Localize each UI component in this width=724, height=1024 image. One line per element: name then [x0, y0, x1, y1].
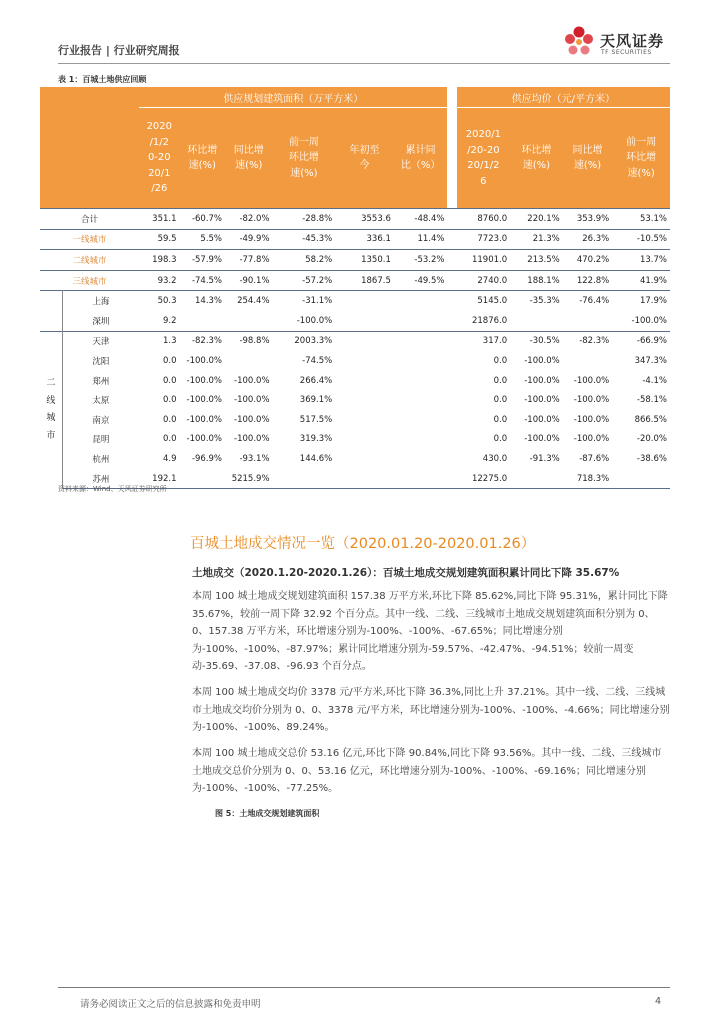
table-corner-cell — [40, 87, 139, 209]
table-cell: 220.1% — [510, 209, 563, 230]
table-cell: 0.0 — [162, 375, 177, 386]
table-cell: 93.2 — [139, 270, 179, 291]
table-cell: -35.3% — [510, 291, 563, 311]
table-row — [40, 311, 670, 331]
table-cell: 9.2 — [162, 315, 177, 326]
report-header-left: 行业报告 | 行业研究周报 — [58, 44, 180, 57]
table-cell: 41.9% — [612, 270, 670, 291]
table-cell: -82.3% — [180, 331, 226, 351]
table-cell: -49.5% — [394, 270, 448, 291]
table-cell: -10.5% — [612, 229, 670, 250]
city-name: 昆明 — [92, 435, 110, 446]
table-cell: -100.0% — [186, 395, 223, 406]
group-header-avg-price: 供应均价（元/平方米） — [457, 87, 670, 108]
table-cell: 319.3% — [299, 434, 333, 445]
table-cell: 8760.0 — [457, 209, 511, 230]
table-group-header-row — [40, 87, 670, 108]
table-cell: -90.1% — [225, 270, 273, 291]
figure-caption: 图 5：土地成交规划建筑面积 — [215, 809, 320, 818]
table-cell: -100.0% — [573, 414, 610, 425]
row-label: 一线城市 — [40, 229, 139, 250]
table-row — [40, 390, 670, 410]
city-name: 南京 — [92, 415, 110, 426]
table-cell: -100.0% — [186, 375, 223, 386]
header-divider — [58, 63, 670, 64]
table-cell: 188.1% — [510, 270, 563, 291]
table-cell: 5.5% — [180, 229, 226, 250]
table-cell: -100.0% — [524, 434, 560, 445]
table-cell: -100.0% — [186, 434, 223, 445]
table-cell: -57.9% — [180, 250, 226, 271]
table-cell: 2003.3% — [273, 331, 336, 351]
table-cell: 53.1% — [612, 209, 670, 230]
table-cell — [335, 469, 394, 489]
table-cell — [394, 371, 448, 391]
table-cell: 5145.0 — [457, 291, 511, 311]
table-cell: 866.5% — [634, 414, 667, 425]
table-cell: 58.2% — [273, 250, 336, 271]
table-cell: -4.1% — [642, 375, 667, 386]
tier2-group-label: 二 线 城 市 — [40, 331, 62, 489]
table-caption: 表 1：百城土地供应回顾 — [58, 75, 147, 84]
table-cell: 254.4% — [225, 291, 273, 311]
table-cell: 21876.0 — [471, 315, 508, 326]
column-header: 累计同 比（%） — [394, 108, 448, 209]
table-cell: -74.5% — [180, 270, 226, 291]
table-cell: 0.0 — [162, 355, 177, 366]
table-cell — [510, 311, 563, 331]
table-row — [40, 430, 670, 450]
table-cell — [180, 311, 226, 331]
table-cell: -100.0% — [296, 315, 333, 326]
city-name: 苏州 — [62, 469, 139, 489]
table-cell — [335, 311, 394, 331]
column-header: 环比增 速(%) — [180, 108, 226, 209]
table-row — [40, 270, 670, 291]
table-cell: -76.4% — [563, 291, 613, 311]
row-label: 合计 — [40, 209, 139, 230]
table-cell: -48.4% — [394, 209, 448, 230]
footer-divider — [58, 987, 670, 988]
table-cell: -100.0% — [524, 355, 560, 366]
table-cell: 13.7% — [612, 250, 670, 271]
table-row — [40, 250, 670, 271]
city-name: 天津 — [62, 331, 139, 351]
table-cell: 12275.0 — [457, 469, 511, 489]
table-cell — [335, 449, 394, 469]
table-cell — [394, 351, 448, 371]
column-header: 前一周 环比增 速(%) — [273, 108, 336, 209]
logo-name-cn: 天风证券 — [600, 32, 665, 50]
city-name: 郑州 — [92, 376, 110, 387]
table-cell: 517.5% — [299, 414, 333, 425]
city-name: 杭州 — [92, 454, 110, 465]
table-cell: -82.0% — [225, 209, 273, 230]
table-cell: -100.0% — [524, 375, 560, 386]
table-row — [40, 331, 670, 351]
table-cell: -82.3% — [563, 331, 613, 351]
table-cell: -100.0% — [186, 414, 223, 425]
table-cell: -31.1% — [273, 291, 336, 311]
logo-flower-icon — [560, 24, 598, 60]
table-cell: -20.0% — [636, 434, 667, 445]
city-name: 上海 — [62, 291, 139, 311]
logo-name-en: TF SECURITIES — [601, 49, 652, 56]
table-cell — [335, 371, 394, 391]
table-cell: 122.8% — [563, 270, 613, 291]
table-cell: 50.3 — [139, 291, 179, 311]
table-cell: 369.1% — [299, 395, 333, 406]
table-cell: 14.3% — [180, 291, 226, 311]
paragraph-area: 本周 100 城土地成交规划建筑面积 157.38 万平方米,环比下降 85.62%,同比下降 95.31%，累计同比下降 35.67%，较前一周下降 32.92 个百分点。其中一线、二线、三线城市土地成交规划建筑面积分别为 0、0、157.38 万平方米，环比增速分别为-100%、-100%、-67.65%；同比增速分别为-100%、-100%、-87.97%；累计同比增速分别为-59.57%、-42.47%、-94.51%；较前一周变动-35.69、-37.08、-96.93 个百分点。 — [192, 591, 668, 673]
table-cell: -30.5% — [510, 331, 563, 351]
section-subheading: 土地成交（2020.1.20-2020.1.26）：百城土地成交规划建筑面积累计同比下降 35.67% — [192, 567, 620, 579]
table-cell: 0.0 — [493, 434, 508, 445]
table-cell: -100.0% — [524, 395, 560, 406]
table-cell: -66.9% — [612, 331, 670, 351]
page-number: 4 — [655, 996, 662, 1007]
table-cell: -100.0% — [573, 395, 610, 406]
tier1-group-cell — [40, 291, 62, 331]
table-row — [40, 229, 670, 250]
table-cell: 0.0 — [493, 395, 508, 406]
table-cell: -100.0% — [573, 375, 610, 386]
section-title: 百城土地成交情况一览（2020.01.20-2020.01.26） — [190, 536, 536, 552]
column-header: 2020 /1/2 0-20 20/1 /26 — [139, 108, 179, 209]
table-cell — [394, 410, 448, 430]
table-cell — [335, 390, 394, 410]
table-row — [40, 410, 670, 430]
table-cell — [225, 311, 273, 331]
table-cell: 213.5% — [510, 250, 563, 271]
table-cell — [335, 331, 394, 351]
table-cell: 21.3% — [510, 229, 563, 250]
table-row — [40, 449, 670, 469]
table-cell: -93.1% — [239, 453, 270, 464]
table-cell — [335, 430, 394, 450]
table-cell: 0.0 — [493, 375, 508, 386]
table-cell — [394, 291, 448, 311]
paragraph-total-value: 本周 100 城土地成交总价 53.16 亿元,环比下降 90.84%,同比下降 93.56%。其中一线、二线、三线城市土地成交总价分别为 0、0、53.16 亿元，环比增速分别为-100%、-100%、-69.16%；同比增速分别为-100%、-100%、-77.25%。 — [192, 748, 662, 795]
table-cell: 0.0 — [493, 414, 508, 425]
table-cell: 144.6% — [299, 453, 333, 464]
table-row — [40, 371, 670, 391]
city-name: 太原 — [92, 396, 110, 407]
table-cell: 17.9% — [612, 291, 670, 311]
tf-securities-logo — [560, 24, 680, 60]
table-cell: 11901.0 — [457, 250, 511, 271]
table-cell: -100.0% — [631, 315, 667, 326]
table-cell: -28.8% — [273, 209, 336, 230]
table-cell: 1350.1 — [335, 250, 394, 271]
table-cell — [335, 410, 394, 430]
table-cell: 198.3 — [139, 250, 179, 271]
table-cell — [335, 351, 394, 371]
table-cell: -87.6% — [579, 453, 610, 464]
table-cell — [394, 469, 448, 489]
table-cell: 3553.6 — [335, 209, 394, 230]
table-cell: 11.4% — [394, 229, 448, 250]
table-row — [40, 209, 670, 230]
table-cell: -96.9% — [191, 453, 223, 464]
city-name: 沈阳 — [92, 356, 110, 367]
table-cell: 336.1 — [335, 229, 394, 250]
table-cell: 0.0 — [162, 395, 177, 406]
table-cell — [394, 390, 448, 410]
table-cell: -77.8% — [225, 250, 273, 271]
table-cell: 2740.0 — [457, 270, 511, 291]
table-cell: -91.3% — [529, 453, 560, 464]
table-cell — [510, 469, 563, 489]
table-cell — [394, 430, 448, 450]
table-cell: 59.5 — [139, 229, 179, 250]
table-cell: 0.0 — [162, 414, 177, 425]
table-cell: 192.1 — [139, 469, 179, 489]
table-cell: 0.0 — [162, 434, 177, 445]
table-cell — [273, 469, 336, 489]
table-cell — [563, 311, 613, 331]
table-cell — [394, 311, 448, 331]
column-header: 环比增 速(%) — [510, 108, 563, 209]
table-cell: 5215.9% — [225, 469, 273, 489]
table-source-note: 资料来源：Wind、天风证券研究所 — [58, 485, 167, 493]
table-cell: -100.0% — [524, 414, 560, 425]
table-cell — [394, 331, 448, 351]
table-cell: 26.3% — [563, 229, 613, 250]
table-row — [40, 291, 670, 311]
paragraph-price: 本周 100 城土地成交均价 3378 元/平方米,环比下降 36.3%,同比上升 37.21%。其中一线、二线、三线城市土地成交均价分别为 0、0、3378 元/平方米，环比增速分别为-100%、-100%、-4.66%；同比增速分别为-100%、-100%、89.24%。 — [192, 687, 670, 734]
table-cell — [612, 469, 670, 489]
table-cell: 317.0 — [457, 331, 511, 351]
table-cell: -98.8% — [225, 331, 273, 351]
table-cell: 718.3% — [563, 469, 613, 489]
table-cell — [180, 469, 226, 489]
table-cell — [225, 351, 273, 371]
table-cell — [563, 351, 613, 371]
table-cell — [394, 449, 448, 469]
column-header: 年初至 今 — [335, 108, 394, 209]
table-cell: -100.0% — [573, 434, 610, 445]
table-cell: 470.2% — [563, 250, 613, 271]
table-cell: -100.0% — [234, 434, 270, 445]
column-header: 2020/1 /20-20 20/1/2 6 — [457, 108, 511, 209]
table-cell: -74.5% — [302, 355, 333, 366]
row-label: 二线城市 — [40, 250, 139, 271]
land-supply-table — [40, 87, 670, 489]
table-cell: 0.0 — [493, 355, 508, 366]
table-cell: -58.1% — [636, 395, 667, 406]
table-cell: 1867.5 — [335, 270, 394, 291]
table-cell: -100.0% — [234, 395, 270, 406]
table-cell: -100.0% — [234, 414, 270, 425]
table-cell: 430.0 — [482, 453, 508, 464]
table-cell: 347.3% — [634, 355, 667, 366]
table-cell: -100.0% — [186, 355, 223, 366]
table-cell: -57.2% — [273, 270, 336, 291]
table-cell: 266.4% — [299, 375, 333, 386]
column-header: 同比增 速(%) — [225, 108, 273, 209]
table-cell: -38.6% — [636, 453, 667, 464]
table-cell: -60.7% — [180, 209, 226, 230]
table-row — [40, 351, 670, 371]
table-cell — [335, 291, 394, 311]
table-cell: 351.1 — [139, 209, 179, 230]
group-header-supply-area: 供应规划建筑面积（万平方米） — [139, 87, 447, 108]
table-cell: -49.9% — [225, 229, 273, 250]
table-cell: 1.3 — [139, 331, 179, 351]
table-cell: -53.2% — [394, 250, 448, 271]
table-cell: 7723.0 — [457, 229, 511, 250]
column-header: 前一周 环比增 速(%) — [612, 108, 670, 209]
city-name: 深圳 — [92, 316, 110, 327]
table-cell: -45.3% — [273, 229, 336, 250]
column-header: 同比增 速(%) — [563, 108, 613, 209]
table-cell: -100.0% — [234, 375, 270, 386]
table-cell: 353.9% — [563, 209, 613, 230]
footer-disclaimer: 请务必阅读正文之后的信息披露和免责申明 — [80, 999, 261, 1010]
table-cell: 4.9 — [162, 453, 177, 464]
row-label: 三线城市 — [40, 270, 139, 291]
